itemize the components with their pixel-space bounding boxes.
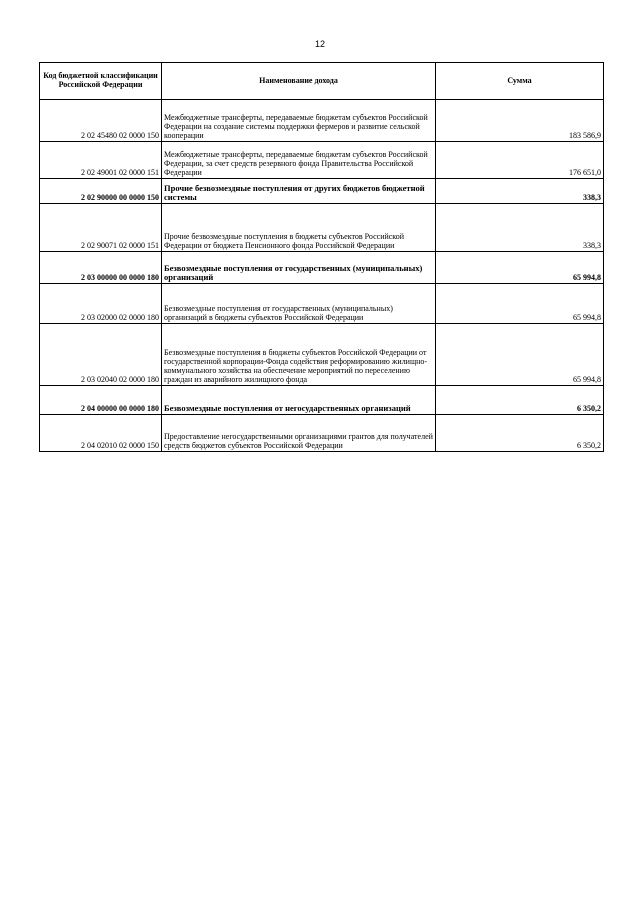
row-code: 2 03 02040 02 0000 180 (40, 324, 162, 386)
header-sum: Сумма (436, 63, 604, 100)
row-sum: 176 651,0 (436, 142, 604, 179)
row-code: 2 03 00000 00 0000 180 (40, 252, 162, 284)
table-row (40, 284, 604, 324)
row-sum: 65 994,8 (436, 252, 604, 284)
row-name: Безвозмездные поступления от государственных (муниципальных) организаций (162, 252, 436, 284)
row-sum: 338,3 (436, 179, 604, 204)
row-sum: 65 994,8 (436, 324, 604, 386)
table-row (40, 100, 604, 142)
table-row (40, 415, 604, 452)
row-sum: 6 350,2 (436, 415, 604, 452)
revenue-table (39, 62, 604, 452)
row-sum: 65 994,8 (436, 284, 604, 324)
row-name: Безвозмездные поступления в бюджеты субъектов Российской Федерации от государственной корпорации-Фонда содействия реформированию жилищно-коммунального хозяйства на обеспечение мероприятий по переселению граждан из аварийного жилищного фонда (162, 324, 436, 386)
row-name: Прочие безвозмездные поступления в бюджеты субъектов Российской Федерации от бюджета Пенсионного фонда Российской Федерации (162, 204, 436, 252)
page-number: 12 (314, 39, 325, 49)
row-code: 2 02 49001 02 0000 151 (40, 142, 162, 179)
table-row (40, 179, 604, 204)
table-header-row (40, 63, 604, 100)
row-sum: 183 586,9 (436, 100, 604, 142)
row-name: Межбюджетные трансферты, передаваемые бюджетам субъектов Российской Федерации на создание системы поддержки фермеров и развитие сельской кооперации (162, 100, 436, 142)
row-name: Безвозмездные поступления от государственных (муниципальных) организаций в бюджеты субъектов Российской Федерации (162, 284, 436, 324)
row-code: 2 02 90000 00 0000 150 (40, 179, 162, 204)
row-name: Предоставление негосударственными организациями грантов для получателей средств бюджетов субъектов Российской Федерации (162, 415, 436, 452)
row-code: 2 04 00000 00 0000 180 (40, 386, 162, 415)
table-row (40, 386, 604, 415)
row-code: 2 02 90071 02 0000 151 (40, 204, 162, 252)
row-code: 2 02 45480 02 0000 150 (40, 100, 162, 142)
header-code: Код бюджетной классификации Российской Федерации (40, 63, 162, 100)
header-name: Наименование дохода (162, 63, 436, 100)
row-sum: 338,3 (436, 204, 604, 252)
row-name: Прочие безвозмездные поступления от других бюджетов бюджетной системы (162, 179, 436, 204)
table-row (40, 142, 604, 179)
row-name: Межбюджетные трансферты, передаваемые бюджетам субъектов Российской Федерации, за счет средств резервного фонда Правительства Российской Федерации (162, 142, 436, 179)
table-row (40, 324, 604, 386)
row-sum: 6 350,2 (436, 386, 604, 415)
table-row (40, 252, 604, 284)
table-row (40, 204, 604, 252)
row-code: 2 03 02000 02 0000 180 (40, 284, 162, 324)
row-name: Безвозмездные поступления от негосударственных организаций (162, 386, 436, 415)
row-code: 2 04 02010 02 0000 150 (40, 415, 162, 452)
